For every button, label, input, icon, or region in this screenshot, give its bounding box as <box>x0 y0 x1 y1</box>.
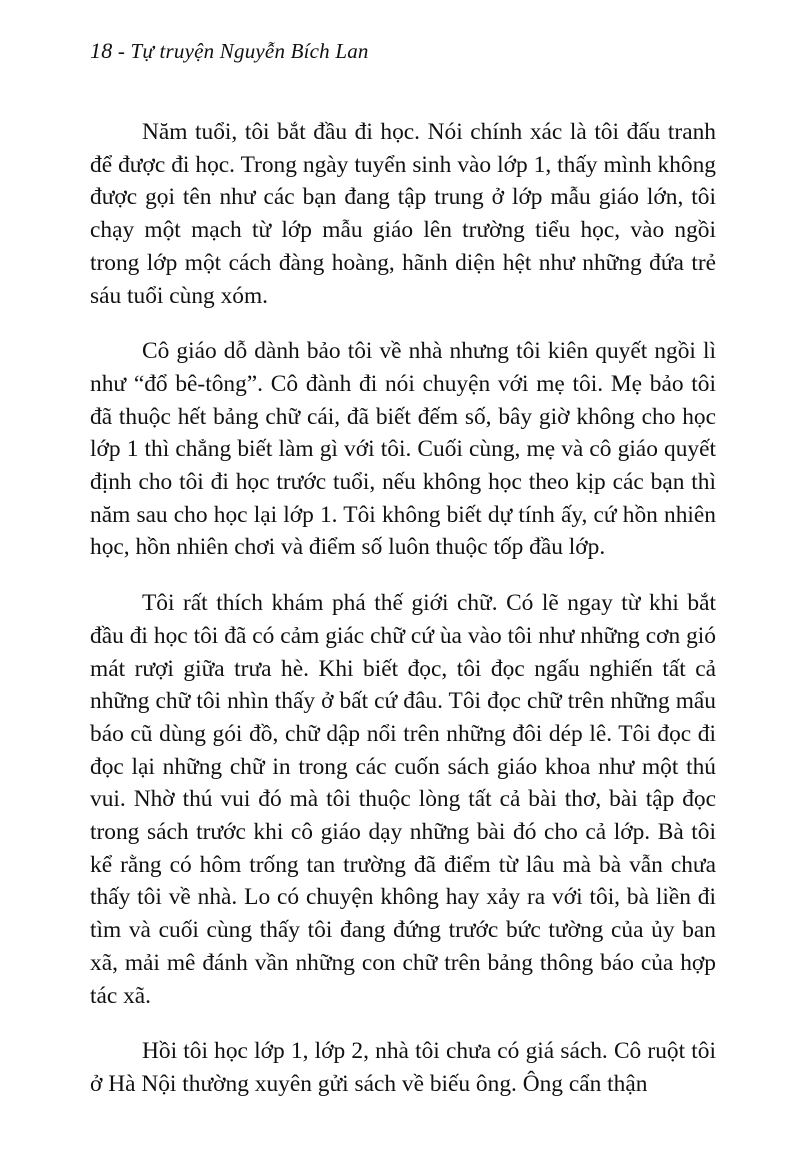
book-title: Tự truyện Nguyễn Bích Lan <box>130 39 369 63</box>
paragraph-4: Hồi tôi học lớp 1, lớp 2, nhà tôi chưa có giá sách. Cô ruột tôi ở Hà Nội thường xuyên gửi sách về biếu ông. Ông cẩn thận <box>90 1038 716 1097</box>
page-number: 18 <box>90 38 113 63</box>
header-separator: - <box>117 39 126 63</box>
paragraph-1: Năm tuổi, tôi bắt đầu đi học. Nói chính xác là tôi đấu tranh để được đi học. Trong ngày tuyển sinh vào lớp 1, thấy mình không được gọi tên như các bạn đang tập trung ở lớp mẫu giáo lớn, tôi chạy một mạch từ lớp mẫu giáo lên trường tiểu học, vào ngồi trong lớp một cách đàng hoàng, hãnh diện hệt như những đứa trẻ sáu tuổi cùng xóm. <box>90 119 716 309</box>
paragraph-3: Tôi rất thích khám phá thế giới chữ. Có lẽ ngay từ khi bắt đầu đi học tôi đã có cảm giác chữ cứ ùa vào tôi như những cơn gió mát rượi giữa trưa hè. Khi biết đọc, tôi đọc ngấu nghiến tất cả những chữ tôi nhìn thấy ở bất cứ đâu. Tôi đọc chữ trên những mẩu báo cũ dùng gói đồ, chữ dập nổi trên những đôi dép lê. Tôi đọc đi đọc lại những chữ in trong các cuốn sách giáo khoa như một thú vui. Nhờ thú vui đó mà tôi thuộc lòng tất cả bài thơ, bài tập đọc trong sách trước khi cô giáo dạy những bài đó cho cả lớp. Bà tôi kể rằng có hôm trống tan trường đã điểm từ lâu mà bà vẫn chưa thấy tôi về nhà. Lo có chuyện không hay xảy ra với tôi, bà liền đi tìm và cuối cùng thấy tôi đang đứng trước bức tường của ủy ban xã, mải mê đánh vần những con chữ trên bảng thông báo của hợp tác xã. <box>90 590 716 1009</box>
body-text <box>90 116 716 1101</box>
running-header <box>90 38 369 64</box>
paragraph-2: Cô giáo dỗ dành bảo tôi về nhà nhưng tôi kiên quyết ngồi lì như “đổ bê-tông”. Cô đành đi nói chuyện với mẹ tôi. Mẹ bảo tôi đã thuộc hết bảng chữ cái, đã biết đếm số, bây giờ không cho học lớp 1 thì chẳng biết làm gì với tôi. Cuối cùng, mẹ và cô giáo quyết định cho tôi đi học trước tuổi, nếu không học theo kịp các bạn thì năm sau cho học lại lớp 1. Tôi không biết dự tính ấy, cứ hồn nhiên học, hồn nhiên chơi và điểm số luôn thuộc tốp đầu lớp. <box>90 338 716 561</box>
